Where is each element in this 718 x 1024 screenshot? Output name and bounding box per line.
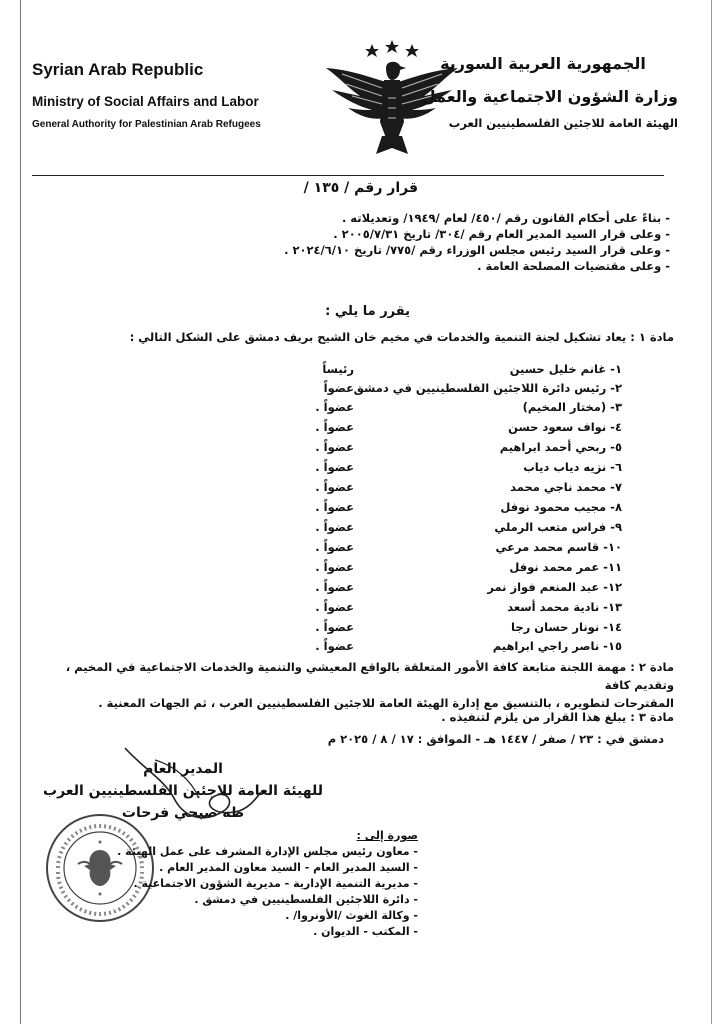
member-name: ١٥- ناصر راجي ابراهيم [492, 639, 622, 653]
copies-title: صورة إلى : [356, 829, 418, 842]
copy-recipient: - معاون رئيس مجلس الإدارة المشرف على عمل الهيئة . [117, 845, 418, 858]
member-role: عضواً . [315, 500, 354, 514]
arabic-authority-name: الهيئة العامة للاجئين الفلسطينيين العرب [448, 116, 678, 130]
member-role: عضواً . [315, 620, 354, 634]
member-row [282, 398, 622, 416]
member-role: عضواً . [315, 520, 354, 534]
member-role: عضواً . [315, 480, 354, 494]
decision-basis-list [50, 210, 670, 274]
article-2-line-2: المقترحات لتطويره ، بالتنسيق مع إدارة الهيئة العامة للاجئين الفلسطينيين العرب ، ثم الجهات المعنية . [98, 696, 674, 710]
member-row [282, 418, 622, 436]
english-country-name: Syrian Arab Republic [32, 60, 204, 79]
member-role: عضواً [323, 381, 354, 395]
member-name: ٦- نزيه دياب دياب [523, 460, 622, 474]
member-row [282, 360, 622, 378]
member-name: ١١- عمر محمد نوفل [509, 560, 622, 574]
copy-recipient: - مديرية التنمية الإدارية - مديرية الشؤون الاجتماعية . [133, 877, 418, 890]
header-divider [32, 175, 664, 176]
member-role: عضواً . [315, 639, 354, 653]
member-role: عضواً . [315, 580, 354, 594]
member-row [282, 518, 622, 536]
member-role: عضواً . [315, 420, 354, 434]
member-name: ٧- محمد ناجي محمد [510, 480, 622, 494]
member-row [282, 538, 622, 556]
arabic-country-name: الجمهورية العربية السورية [440, 54, 646, 73]
english-authority-name: General Authority for Palestinian Arab Refugees [32, 119, 261, 130]
copy-recipient: - المكتب - الديوان . [313, 925, 418, 938]
english-header [32, 60, 302, 130]
member-role: رئيساً [322, 362, 354, 376]
member-name: ٥- ربحي أحمد ابراهيم [499, 440, 622, 454]
member-role: عضواً . [315, 400, 354, 414]
basis-line: - وعلى مقتضيات المصلحة العامة . [477, 259, 670, 273]
member-row [282, 458, 622, 476]
member-name: ١٠- قاسم محمد مرعي [495, 540, 622, 554]
page-border-left [20, 0, 21, 1024]
issue-date: دمشق في : ٢٣ / صفر / ١٤٤٧ هـ - الموافق : ١٧ / ٨ / ٢٠٢٥ م [327, 732, 664, 746]
member-row [282, 478, 622, 496]
decides-heading: يقرر ما يلي : [325, 304, 410, 319]
member-role: عضواً . [315, 460, 354, 474]
article-1: مادة ١ : يعاد تشكيل لجنة التنمية والخدمات في مخيم خان الشيح بريف دمشق على الشكل التالي : [129, 330, 674, 344]
member-name: ٢- رئيس دائرة اللاجئين الفلسطينيين في دمشق [353, 381, 622, 395]
member-name: ١- غانم خليل حسين [509, 362, 622, 376]
member-row [282, 379, 622, 397]
member-role: عضواً . [315, 600, 354, 614]
member-name: ٣- (مختار المخيم) [522, 400, 622, 414]
member-role: عضواً . [315, 540, 354, 554]
article-2 [24, 658, 674, 712]
member-name: ٨- مجيب محمود نوفل [500, 500, 622, 514]
member-name: ٩- فراس متعب الرملي [494, 520, 622, 534]
signatory-authority: للهيئة العامة للاجئين الفلسطينيين العرب [43, 783, 323, 799]
signatory-name: طه صبحي فرحات [121, 805, 245, 821]
decision-number: قرار رقم / ١٣٥ / [303, 180, 418, 196]
basis-line: - وعلى قرار السيد رئيس مجلس الوزراء رقم /٧٧٥/ تاريخ ٢٠٢٤/٦/١٠ . [284, 243, 670, 257]
basis-line: - وعلى قرار السيد المدير العام رقم /٣٠٤/ تاريخ ٢٠٠٥/٧/٣١ . [333, 227, 670, 241]
member-name: ٤- نواف سعود حسن [508, 420, 622, 434]
member-name: ١٢- عبد المنعم فواز نمر [487, 580, 622, 594]
copy-recipient: - السيد المدير العام - السيد معاون المدير العام . [159, 861, 418, 874]
member-name: ١٤- نونار حسان رجا [511, 620, 622, 634]
member-row [282, 558, 622, 576]
english-ministry-name: Ministry of Social Affairs and Labor [32, 94, 259, 109]
arabic-header [408, 54, 678, 130]
copy-recipient: - دائرة اللاجئين الفلسطينيين في دمشق . [194, 893, 418, 906]
member-row [282, 438, 622, 456]
member-row [282, 637, 622, 655]
basis-line: - بناءً على أحكام القانون رقم /٤٥٠/ لعام /١٩٤٩/ وتعديلاته . [341, 211, 670, 225]
member-role: عضواً . [315, 560, 354, 574]
member-row [282, 598, 622, 616]
member-row [282, 578, 622, 596]
signatory-title: المدير العام [143, 761, 223, 777]
member-name: ١٣- نادية محمد أسعد [507, 600, 622, 614]
copies-list [98, 828, 418, 940]
arabic-ministry-name: وزارة الشؤون الاجتماعية والعمل [421, 87, 678, 106]
page-border-right [711, 0, 712, 1024]
member-row [282, 618, 622, 636]
article-2-line-1: مادة ٢ : مهمة اللجنة متابعة كافة الأمور المتعلقة بالواقع المعيشي والتنمية والخدمات الاجتماعية في المخيم ، وتقديم كافة [65, 660, 674, 692]
member-row [282, 498, 622, 516]
member-role: عضواً . [315, 440, 354, 454]
article-3: مادة ٣ : يبلغ هذا القرار من يلزم لتنفيذه . [441, 710, 674, 724]
copy-recipient: - وكالة الغوث /الأونروا/ . [285, 909, 418, 922]
